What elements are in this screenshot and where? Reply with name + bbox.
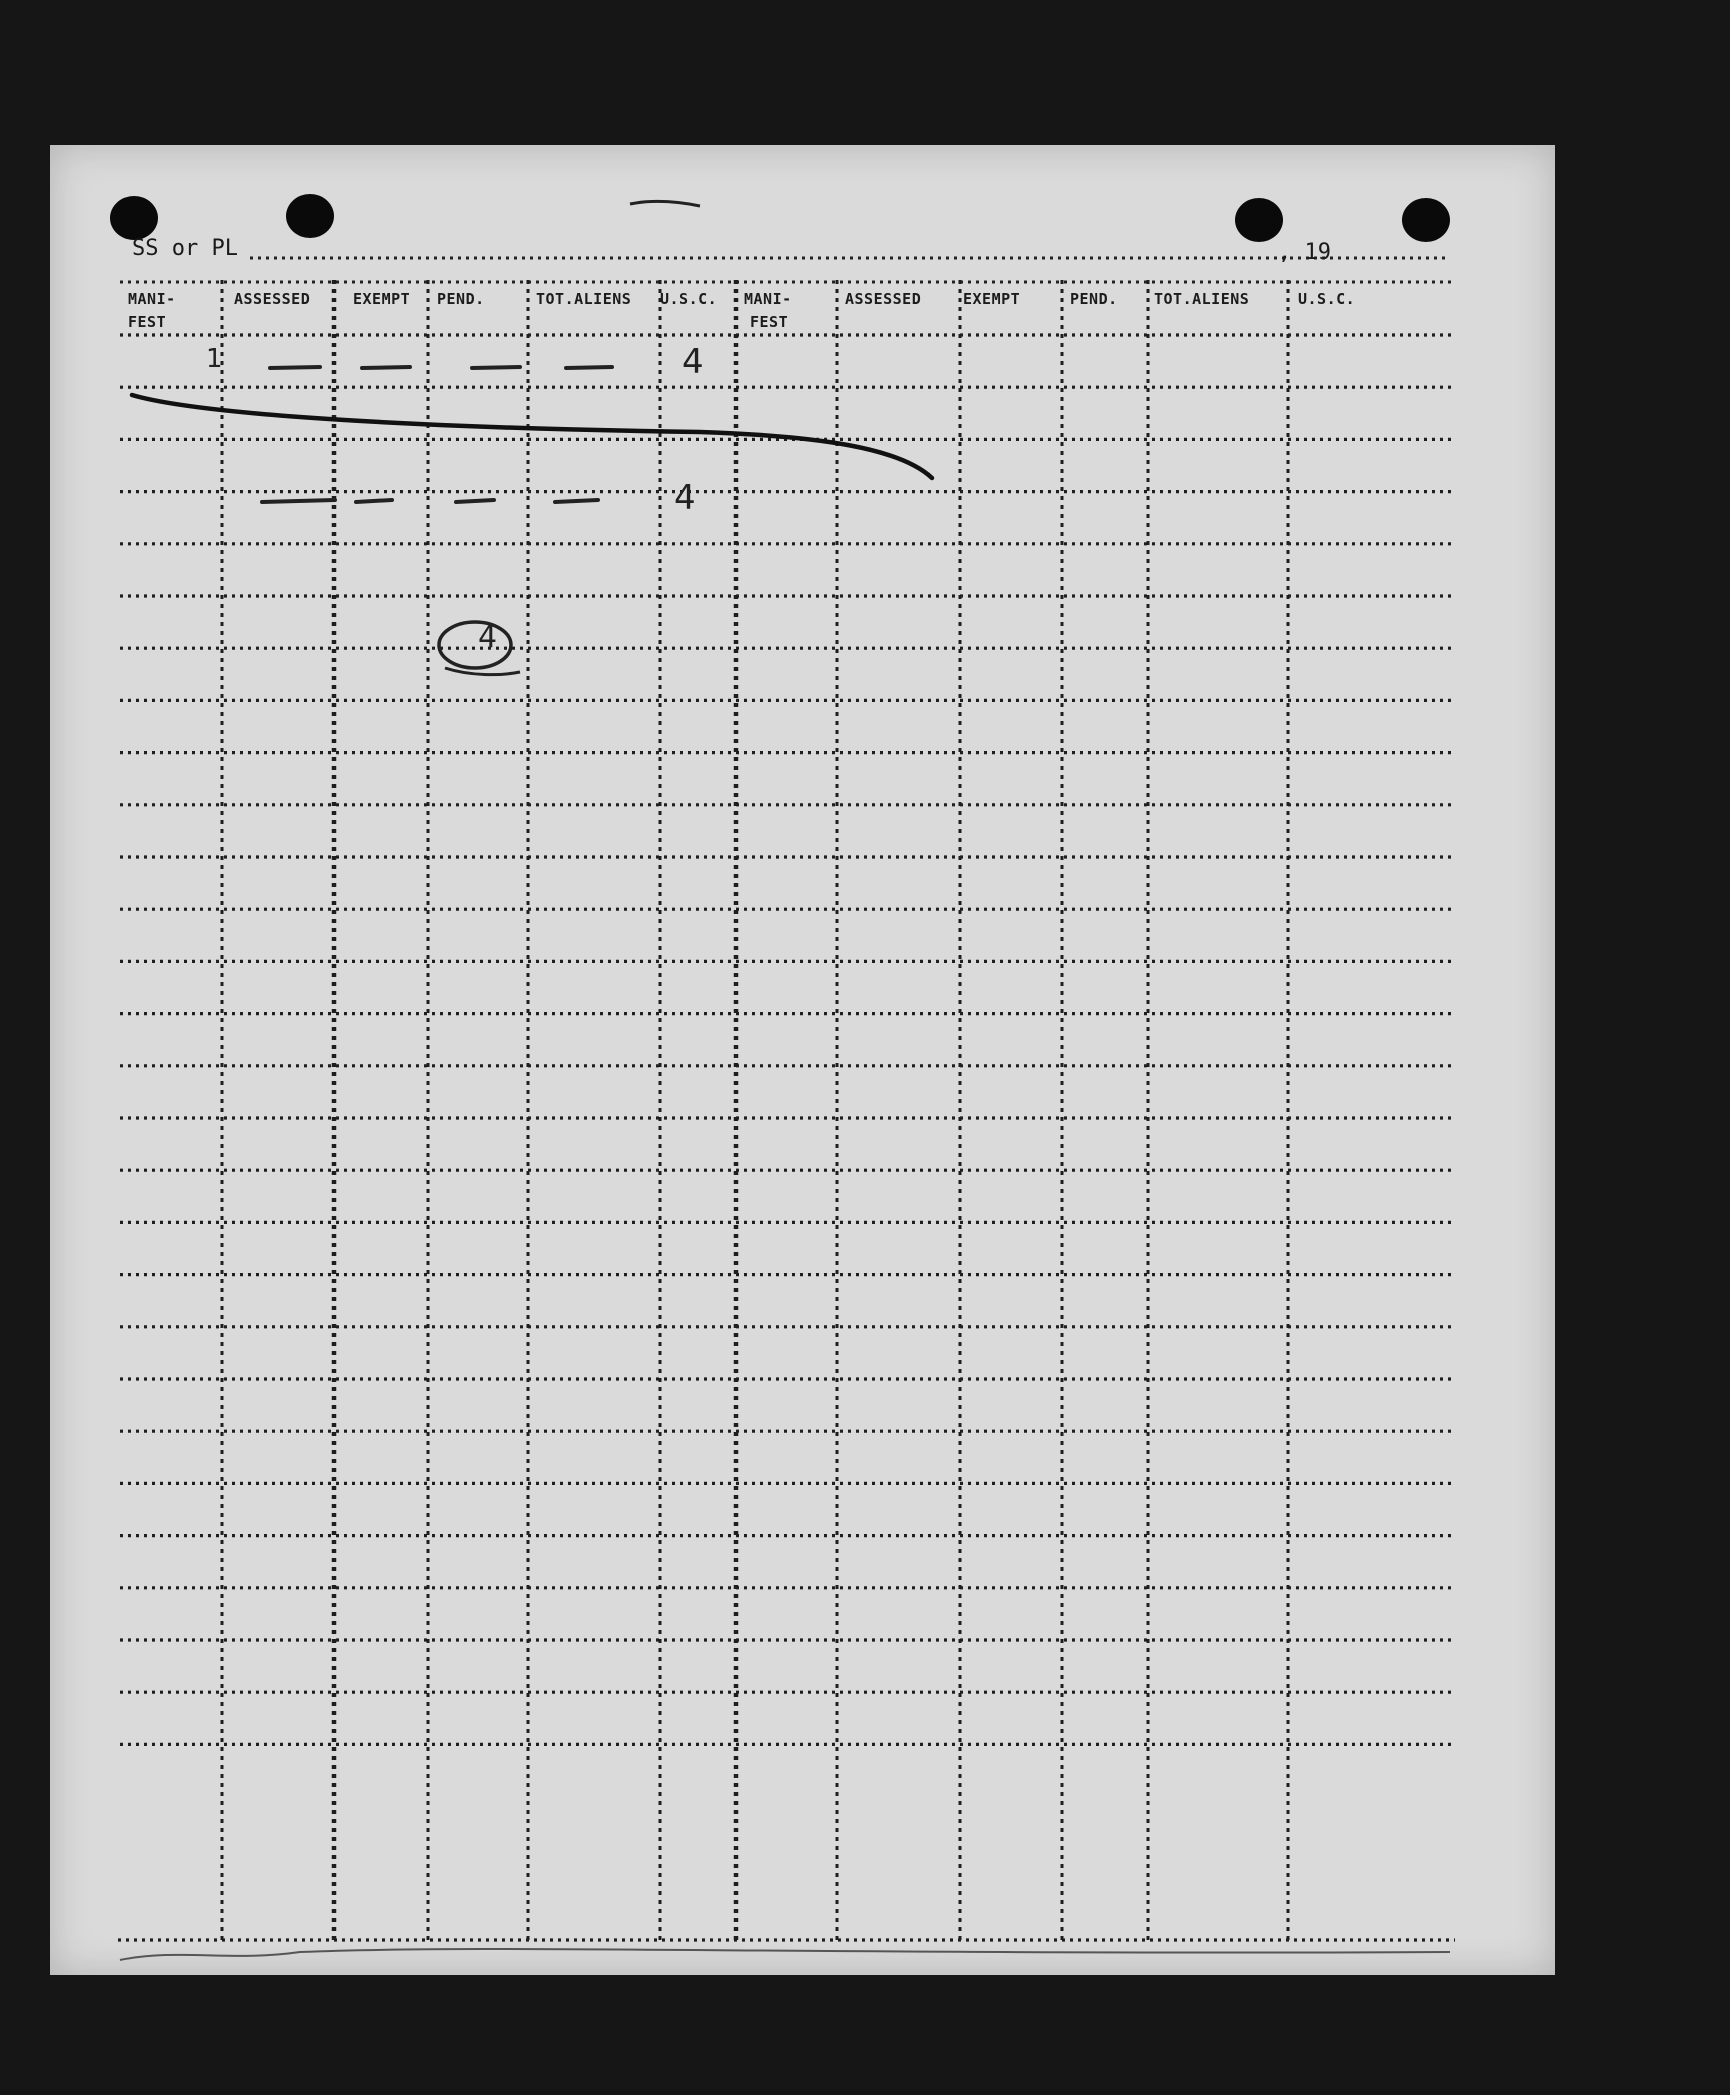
row1-usc-entry: 4 <box>682 342 704 382</box>
pen-dash <box>270 367 320 368</box>
punch-hole-left-2 <box>286 194 334 238</box>
pen-dash <box>555 500 598 502</box>
pen-dash <box>362 367 410 368</box>
header-manifest-left-line2: FEST <box>128 313 167 331</box>
handwritten-marks <box>120 202 1450 1960</box>
dotted-column-lines <box>222 280 1288 1945</box>
header-tot-aliens-left: TOT.ALIENS <box>536 290 632 308</box>
year-label: , 19 <box>1278 240 1331 265</box>
punch-hole-right-2 <box>1402 198 1450 242</box>
header-exempt-right: EXEMPT <box>963 290 1021 308</box>
header-assessed-right: ASSESSED <box>845 290 922 308</box>
row1-manifest-entry: 1 <box>206 344 223 374</box>
header-manifest-left: MANI- <box>128 290 176 308</box>
pen-dash <box>472 367 520 368</box>
bottom-edge-line <box>120 1949 1450 1960</box>
header-tot-aliens-right: TOT.ALIENS <box>1154 290 1250 308</box>
header-usc-right: U.S.C. <box>1298 290 1356 308</box>
pen-dash <box>456 500 494 502</box>
vessel-label: SS or PL <box>132 236 238 261</box>
row3-usc-entry: 4 <box>674 478 696 518</box>
pen-circle <box>439 622 511 668</box>
header-pend-left: PEND. <box>437 290 485 308</box>
header-assessed-left: ASSESSED <box>234 290 311 308</box>
pen-dash <box>262 500 335 502</box>
pen-dash <box>356 500 392 502</box>
circled-total-entry: 4 <box>478 620 498 655</box>
header-usc-left: U.S.C. <box>660 290 718 308</box>
header-manifest-right: MANI- <box>744 290 792 308</box>
pen-mark-top <box>630 202 700 206</box>
dotted-row-lines <box>118 258 1455 1940</box>
header-exempt-left: EXEMPT <box>353 290 411 308</box>
punch-hole-right-1 <box>1235 198 1283 242</box>
punch-hole-left-1 <box>110 196 158 240</box>
pen-dash <box>566 367 612 368</box>
header-pend-right: PEND. <box>1070 290 1118 308</box>
header-manifest-right-line2: FEST <box>750 313 789 331</box>
pen-strike-line <box>132 395 932 478</box>
